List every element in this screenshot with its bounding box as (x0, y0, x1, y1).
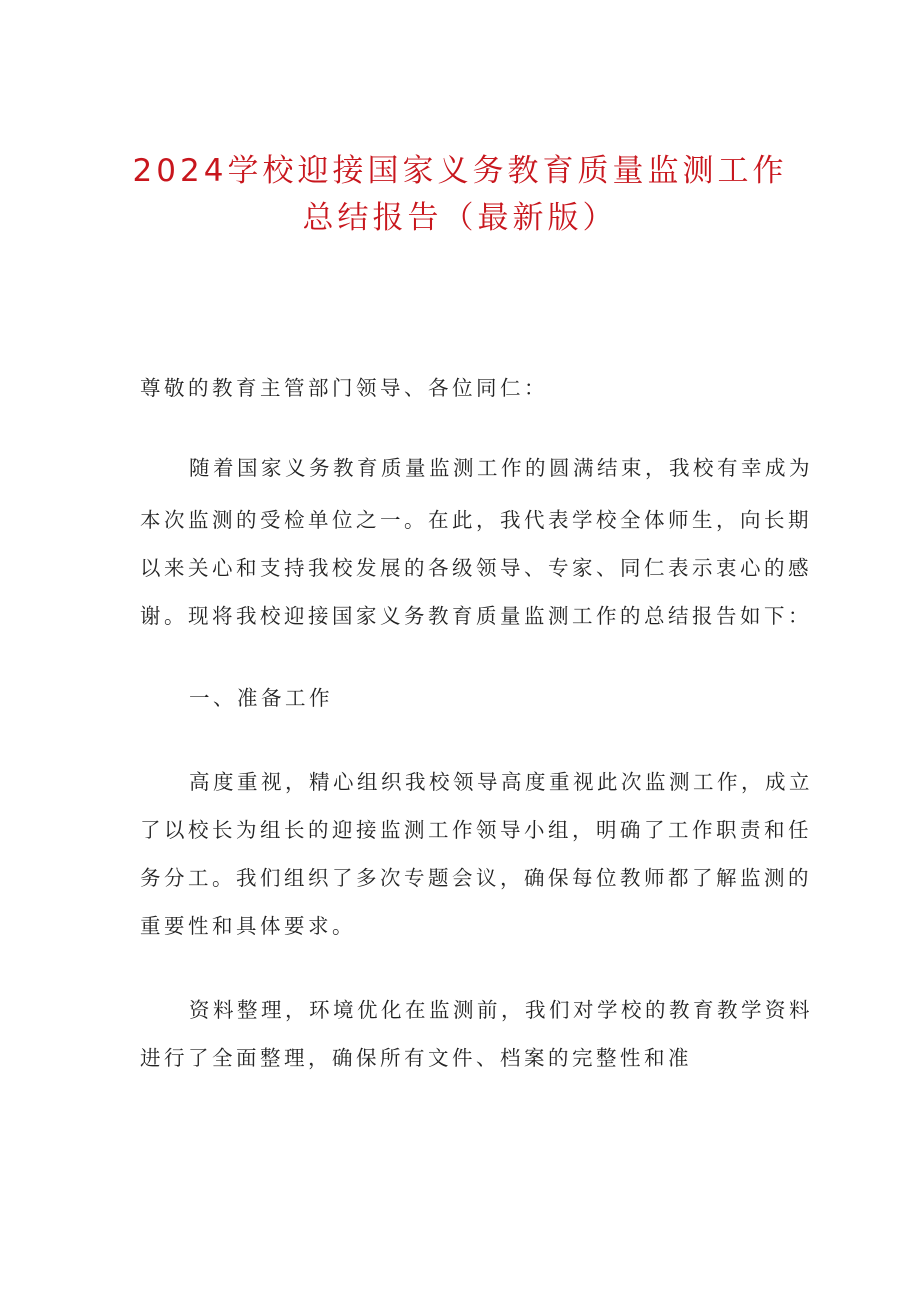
paragraph-1-line: 随着国家义务教育质量监测工作的圆满结束，我校有幸成为 (189, 456, 813, 480)
paragraph-1-line: 以来关心和支持我校发展的各级领导、专家、同仁表示衷心的感 (140, 556, 812, 580)
salutation: 尊敬的教育主管部门领导、各位同仁： (140, 376, 548, 400)
paragraph-2-line: 高度重视，精心组织我校领导高度重视此次监测工作，成立 (189, 770, 813, 794)
paragraph-2-line: 重要性和具体要求。 (140, 914, 356, 938)
paragraph-1-line: 谢。现将我校迎接国家义务教育质量监测工作的总结报告如下： (140, 604, 812, 628)
section-heading-1: 一、准备工作 (189, 686, 333, 710)
paragraph-3-line: 进行了全面整理，确保所有文件、档案的完整性和准 (140, 1046, 692, 1070)
document-title-line-1: 2024学校迎接国家义务教育质量监测工作 (132, 153, 788, 189)
document-title-line-2: 总结报告（最新版） (302, 200, 618, 236)
paragraph-3-line: 资料整理，环境优化在监测前，我们对学校的教育教学资料 (189, 998, 813, 1022)
paragraph-2-line: 务分工。我们组织了多次专题会议，确保每位教师都了解监测的 (140, 866, 812, 890)
paragraph-1-line: 本次监测的受检单位之一。在此，我代表学校全体师生，向长期 (140, 508, 812, 532)
paragraph-2-line: 了以校长为组长的迎接监测工作领导小组，明确了工作职责和任 (140, 818, 812, 842)
